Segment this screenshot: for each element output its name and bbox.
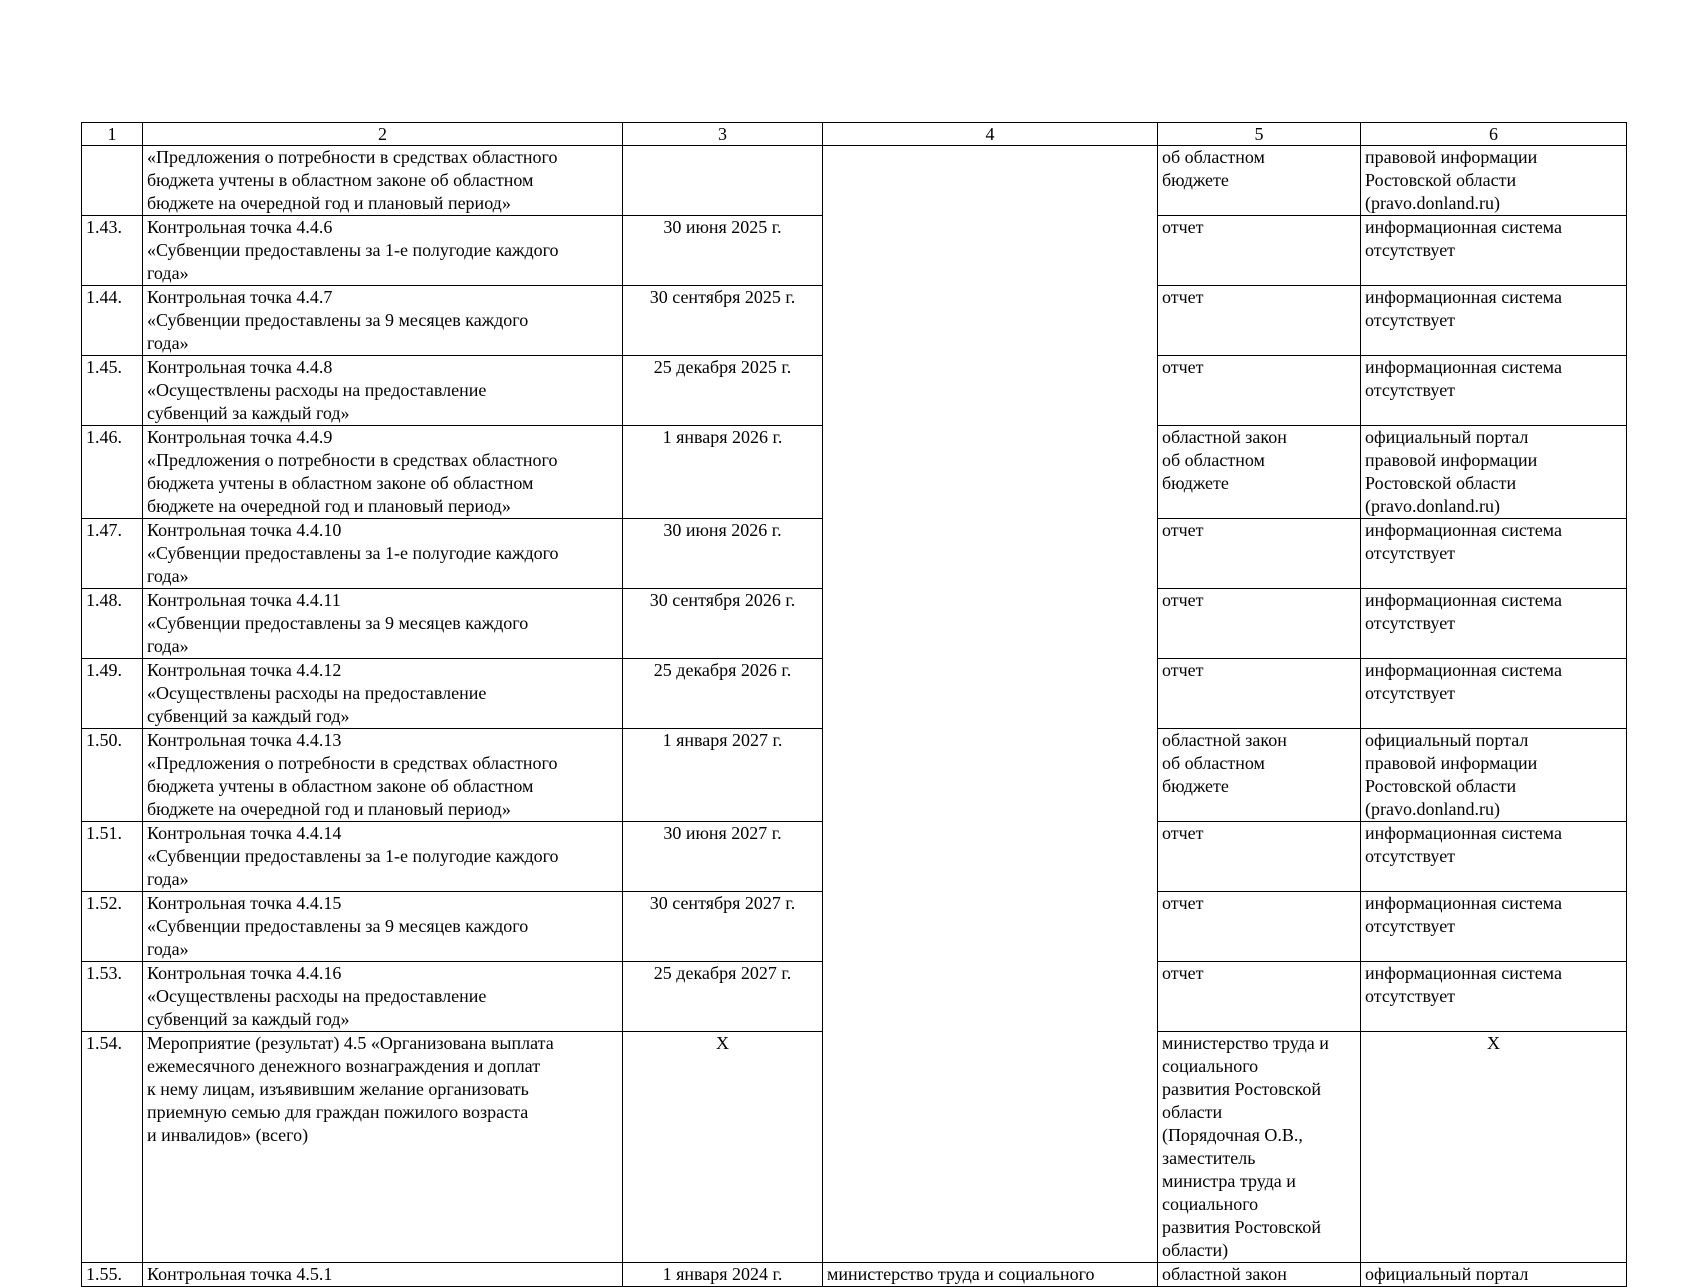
info-system-cell: официальный портал <box>1361 1263 1627 1287</box>
event-name-cell: Контрольная точка 4.5.1 <box>143 1263 623 1287</box>
document-type-cell: отчет <box>1158 892 1361 962</box>
header-row <box>82 123 1627 146</box>
row-number-cell: 1.53. <box>82 962 143 1032</box>
row-number-cell: 1.44. <box>82 286 143 356</box>
date-cell: 30 сентября 2027 г. <box>623 892 823 962</box>
row-number-cell: 1.50. <box>82 729 143 822</box>
event-name-cell: Контрольная точка 4.4.11 «Субвенции предоставлены за 9 месяцев каждого года» <box>143 589 623 659</box>
document-type-cell: отчет <box>1158 589 1361 659</box>
row-number-cell: 1.45. <box>82 356 143 426</box>
date-cell: 1 января 2027 г. <box>623 729 823 822</box>
row-number-cell: 1.46. <box>82 426 143 519</box>
row-number-cell: 1.49. <box>82 659 143 729</box>
document-type-cell: отчет <box>1158 659 1361 729</box>
info-system-cell: информационная система отсутствует <box>1361 519 1627 589</box>
date-cell: 1 января 2024 г. <box>623 1263 823 1287</box>
event-name-cell: Контрольная точка 4.4.14 «Субвенции предоставлены за 1-е полугодие каждого года» <box>143 822 623 892</box>
date-cell: 30 сентября 2026 г. <box>623 589 823 659</box>
date-cell: 25 декабря 2025 г. <box>623 356 823 426</box>
event-name-cell: Контрольная точка 4.4.9 «Предложения о потребности в средствах областного бюджета учтены в областном законе об областном бюджете на очередной год и плановый период» <box>143 426 623 519</box>
control-points-table <box>81 122 1627 1287</box>
event-name-cell: Мероприятие (результат) 4.5 «Организована выплата ежемесячного денежного вознаграждения и доплат к нему лицам, изъявившим желание организовать приемную семью для граждан пожилого возраста и инвалидов» (всего) <box>143 1032 623 1263</box>
row-number-cell: 1.55. <box>82 1263 143 1287</box>
document-type-cell: отчет <box>1158 519 1361 589</box>
row-number-cell: 1.54. <box>82 1032 143 1263</box>
responsible-cell: министерство труда и социального развития Ростовской области (Порядочная О.В., заместитель министра труда и социального развития Ростовской области) <box>1158 1032 1361 1263</box>
date-cell: 30 июня 2026 г. <box>623 519 823 589</box>
info-system-cell: информационная система отсутствует <box>1361 822 1627 892</box>
date-cell: X <box>623 1032 823 1263</box>
header-cell: 1 <box>82 123 143 146</box>
document-type-cell: отчет <box>1158 356 1361 426</box>
info-system-cell: информационная система отсутствует <box>1361 589 1627 659</box>
event-name-cell: Контрольная точка 4.4.10 «Субвенции предоставлены за 1-е полугодие каждого года» <box>143 519 623 589</box>
header-cell: 2 <box>143 123 623 146</box>
event-name-cell: Контрольная точка 4.4.7 «Субвенции предоставлены за 9 месяцев каждого года» <box>143 286 623 356</box>
info-system-cell: информационная система отсутствует <box>1361 892 1627 962</box>
header-cell: 6 <box>1361 123 1627 146</box>
document-type-cell: областной закон об областном бюджете <box>1158 729 1361 822</box>
header-cell: 3 <box>623 123 823 146</box>
event-name-cell: Контрольная точка 4.4.15 «Субвенции предоставлены за 9 месяцев каждого года» <box>143 892 623 962</box>
info-system-cell: информационная система отсутствует <box>1361 286 1627 356</box>
document-type-cell: отчет <box>1158 286 1361 356</box>
header-cell: 4 <box>823 123 1158 146</box>
date-cell: 25 декабря 2027 г. <box>623 962 823 1032</box>
table-row <box>82 1263 1627 1287</box>
row-number-cell: 1.47. <box>82 519 143 589</box>
date-cell <box>623 146 823 216</box>
date-cell: 30 июня 2025 г. <box>623 216 823 286</box>
event-name-cell: Контрольная точка 4.4.6 «Субвенции предоставлены за 1-е полугодие каждого года» <box>143 216 623 286</box>
event-name-cell: Контрольная точка 4.4.12 «Осуществлены расходы на предоставление субвенций за каждый год» <box>143 659 623 729</box>
document-type-cell: отчет <box>1158 216 1361 286</box>
row-number-cell <box>82 146 143 216</box>
document-type-cell: отчет <box>1158 822 1361 892</box>
info-system-cell: информационная система отсутствует <box>1361 962 1627 1032</box>
header-cell: 5 <box>1158 123 1361 146</box>
document-type-cell: областной закон <box>1158 1263 1361 1287</box>
row-number-cell: 1.51. <box>82 822 143 892</box>
document-page <box>81 122 1627 1287</box>
row-number-cell: 1.52. <box>82 892 143 962</box>
event-name-cell: Контрольная точка 4.4.16 «Осуществлены расходы на предоставление субвенций за каждый год» <box>143 962 623 1032</box>
row-number-cell: 1.43. <box>82 216 143 286</box>
info-system-cell: официальный портал правовой информации Ростовской области (pravo.donland.ru) <box>1361 729 1627 822</box>
date-cell: 1 января 2026 г. <box>623 426 823 519</box>
event-name-cell: Контрольная точка 4.4.8 «Осуществлены расходы на предоставление субвенций за каждый год» <box>143 356 623 426</box>
info-system-cell: информационная система отсутствует <box>1361 216 1627 286</box>
document-type-cell: областной закон об областном бюджете <box>1158 426 1361 519</box>
event-name-cell: Контрольная точка 4.4.13 «Предложения о потребности в средствах областного бюджета учтены в областном законе об областном бюджете на очередной год и плановый период» <box>143 729 623 822</box>
document-type-cell: об областном бюджете <box>1158 146 1361 216</box>
info-system-cell: официальный портал правовой информации Ростовской области (pravo.donland.ru) <box>1361 426 1627 519</box>
event-name-cell: «Предложения о потребности в средствах областного бюджета учтены в областном законе об областном бюджете на очередной год и плановый период» <box>143 146 623 216</box>
info-system-cell: правовой информации Ростовской области (pravo.donland.ru) <box>1361 146 1627 216</box>
row-number-cell: 1.48. <box>82 589 143 659</box>
table-row <box>82 146 1627 216</box>
responsible-cell: министерство труда и социального <box>823 1263 1158 1287</box>
info-system-cell: информационная система отсутствует <box>1361 659 1627 729</box>
date-cell: 30 июня 2027 г. <box>623 822 823 892</box>
info-system-cell: информационная система отсутствует <box>1361 356 1627 426</box>
date-cell: 25 декабря 2026 г. <box>623 659 823 729</box>
document-type-cell: X <box>1361 1032 1627 1263</box>
document-type-cell: отчет <box>1158 962 1361 1032</box>
responsible-cell-merged <box>823 146 1158 1263</box>
date-cell: 30 сентября 2025 г. <box>623 286 823 356</box>
